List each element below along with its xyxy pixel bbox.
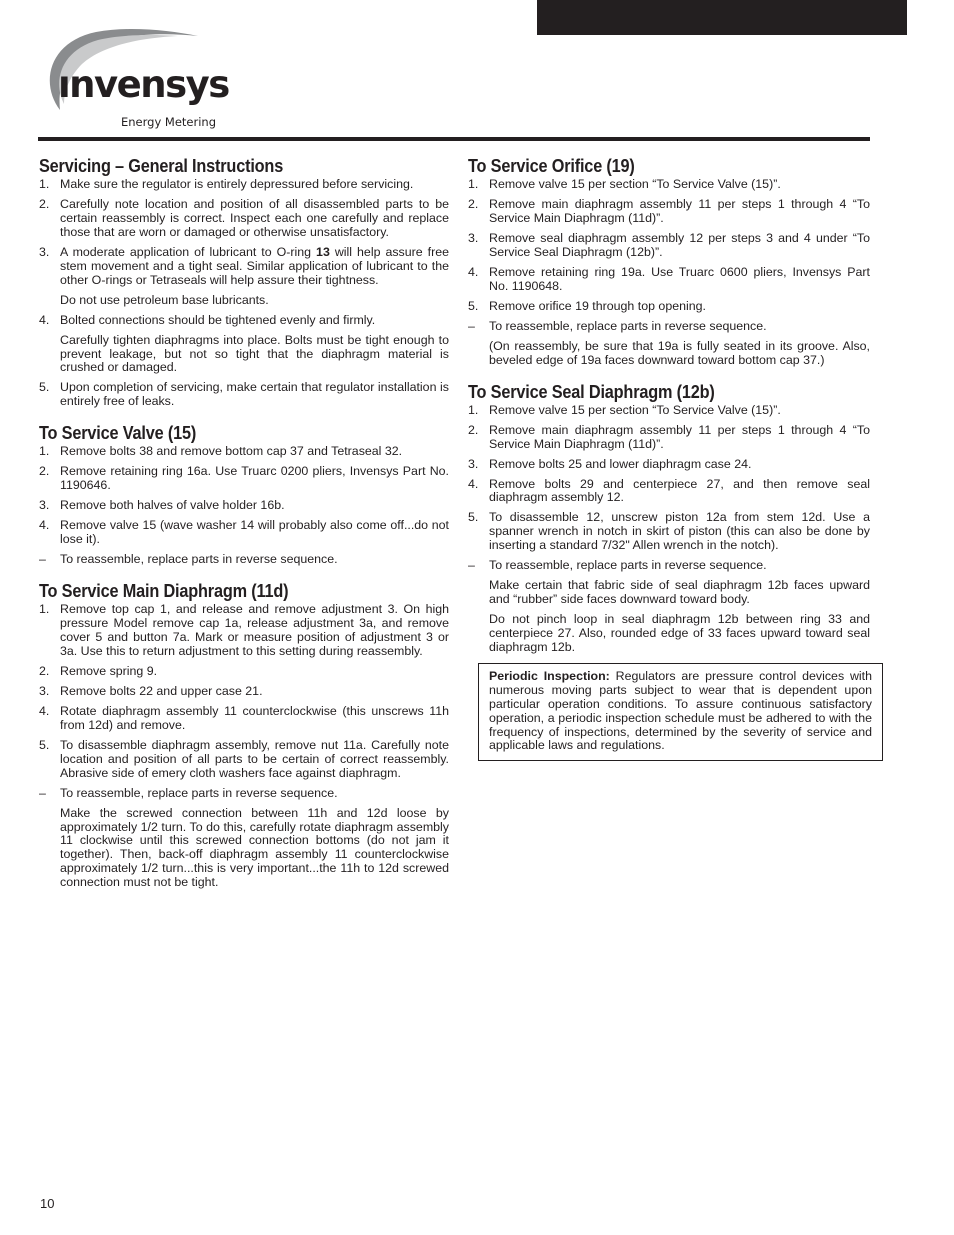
- header-black-bar: [537, 0, 907, 35]
- list-item: 2. Remove main diaphragm assembly 11 per steps 1 through 4 “To Service Main Diaphragm (11d)”.: [468, 422, 870, 451]
- list-item: 3. Remove seal diaphragm assembly 12 per steps 3 and 4 under “To Service Seal Diaphragm (12b)”.: [468, 230, 870, 259]
- box-label: Periodic Inspection:: [489, 668, 610, 683]
- right-column: [468, 155, 870, 761]
- page-number: 10: [40, 1196, 55, 1211]
- list-item: 4. Rotate diaphragm assembly 11 counterclockwise (this unscrews 11h from 12d) and remove.: [39, 703, 449, 732]
- periodic-inspection-box: [478, 663, 883, 761]
- list-item: 5. To disassemble 12, unscrew piston 12a from stem 12d. Use a spanner wrench in notch in skirt of piston (this can also be done by inserting a standard 7/32" Allen wrench in the notch).: [468, 510, 870, 553]
- list-item: 4. Remove valve 15 (wave washer 14 will probably also come off...do not lose it).: [39, 518, 449, 547]
- list-item: 2. Remove main diaphragm assembly 11 per steps 1 through 4 “To Service Main Diaphragm (11d)”.: [468, 197, 870, 225]
- paragraph: (On reassembly, be sure that 19a is fully seated in its groove. Also, beveled edge of 19a faces downward toward bottom cap 37.): [489, 338, 870, 367]
- important-note: Make the screwed connection between 11h and 12d loose by approximately 1/2 turn. To do this, carefully rotate diaphragm assembly 11 clockwise until this screwed connection bottoms (do not jam it together). Then, back-off diaphragm assembly 11 counterclockwise approximately 1/2 turn...this is very important...the 11h to 12d screwed connection must not be tight.: [60, 805, 449, 890]
- section-title-orifice: To Service Orifice (19): [468, 155, 635, 176]
- list-item: 3. Remove bolts 25 and lower diaphragm case 24.: [468, 456, 752, 471]
- list-item: – To reassemble, replace parts in reverse sequence.: [468, 558, 767, 573]
- list-item: – To reassemble, replace parts in reverse sequence.: [468, 318, 767, 333]
- list-item: – To reassemble, replace parts in reverse sequence.: [39, 552, 338, 567]
- header-rule: [38, 137, 870, 141]
- list-item: 1. Make sure the regulator is entirely depressured before servicing.: [39, 177, 414, 191]
- paragraph: Carefully tighten diaphragms into place. Bolts must be tight enough to prevent leakage, but not so tight that the diaphragm material is crushed or damaged.: [60, 332, 449, 375]
- left-column: [39, 155, 449, 896]
- list-item: 2. Remove retaining ring 16a. Use Truarc 0200 pliers, Invensys Part No. 1190646.: [39, 464, 449, 493]
- section-title-seal-diaphragm: To Service Seal Diaphragm (12b): [468, 380, 715, 402]
- list-item: 1. Remove valve 15 per section “To Service Valve (15)”.: [468, 402, 781, 417]
- paragraph: Make certain that fabric side of seal diaphragm 12b faces upward and “rubber” side faces downward toward body.: [489, 578, 870, 607]
- company-logo-wordmark: ınvensys: [58, 63, 229, 106]
- company-logo-subtitle: Energy Metering: [121, 115, 217, 129]
- section-title-main-diaphragm: To Service Main Diaphragm (11d): [39, 580, 289, 602]
- list-item: 2. Remove spring 9.: [39, 663, 158, 678]
- list-item: 4. Remove bolts 29 and centerpiece 27, and then remove seal diaphragm assembly 12.: [468, 476, 870, 505]
- list-item: 1. Remove bolts 38 and remove bottom cap 37 and Tetraseal 32.: [39, 444, 403, 459]
- paragraph: Do not use petroleum base lubricants.: [60, 292, 269, 307]
- list-item: 4. Remove retaining ring 19a. Use Truarc 0600 pliers, Invensys Part No. 1190648.: [468, 264, 870, 293]
- list-item: 5. Remove orifice 19 through top opening.: [468, 298, 706, 313]
- list-item: 1. Remove valve 15 per section “To Service Valve (15)”.: [468, 177, 781, 191]
- list-item: 5. Upon completion of servicing, make certain that regulator installation is entirely free of leaks.: [39, 380, 449, 409]
- list-item: 2. Carefully note location and position of all disassembled parts to be certain reassembly is correct. Inspect each one carefully and replace those that are worn or damaged or otherwise unsatisfactory.: [39, 197, 449, 239]
- list-item: – To reassemble, replace parts in reverse sequence.: [39, 785, 338, 800]
- section-title-general: Servicing – General Instructions: [39, 155, 284, 176]
- list-item: 3. Remove bolts 22 and upper case 21.: [39, 683, 263, 698]
- list-item: 3. Remove both halves of valve holder 16b.: [39, 498, 285, 513]
- list-item: 4. Bolted connections should be tightened evenly and firmly.: [39, 312, 376, 327]
- list-item: 1. Remove top cap 1, and release and remove adjustment 3. On high pressure Model remove cap 1a, release adjustment 3a, and remove cover 5 and button 7a. Mark or measure position of adjustment 3 or 3a. Use this to return adjustment to this setting during reassembly.: [39, 602, 449, 658]
- box-text: Regulators are pressure control devices with numerous moving parts subject to wear that is dependent upon particular operation conditions. To assure continuous satisfactory operation, a periodic inspection schedule must be adhered to with the frequency of inspections, determined by the severity of service and applicable laws and regulations.: [489, 668, 872, 753]
- section-title-valve: To Service Valve (15): [39, 422, 197, 444]
- paragraph: Do not pinch loop in seal diaphragm 12b between ring 33 and centerpiece 27. Also, rounded edge of 33 faces upward toward seal diaphragm 12b.: [489, 612, 870, 654]
- list-item: 3. A moderate application of lubricant to O-ring 13 will help assure free stem movement and a tight seal. Similar application of lubricant to the other O-rings or Tetraseals will help assure their tightness.: [39, 244, 449, 287]
- list-item: 5. To disassemble diaphragm assembly, remove nut 11a. Carefully note location and position of all parts to be certain of correct reassembly. Abrasive side of emery cloth washers face against diaphragm.: [39, 737, 449, 780]
